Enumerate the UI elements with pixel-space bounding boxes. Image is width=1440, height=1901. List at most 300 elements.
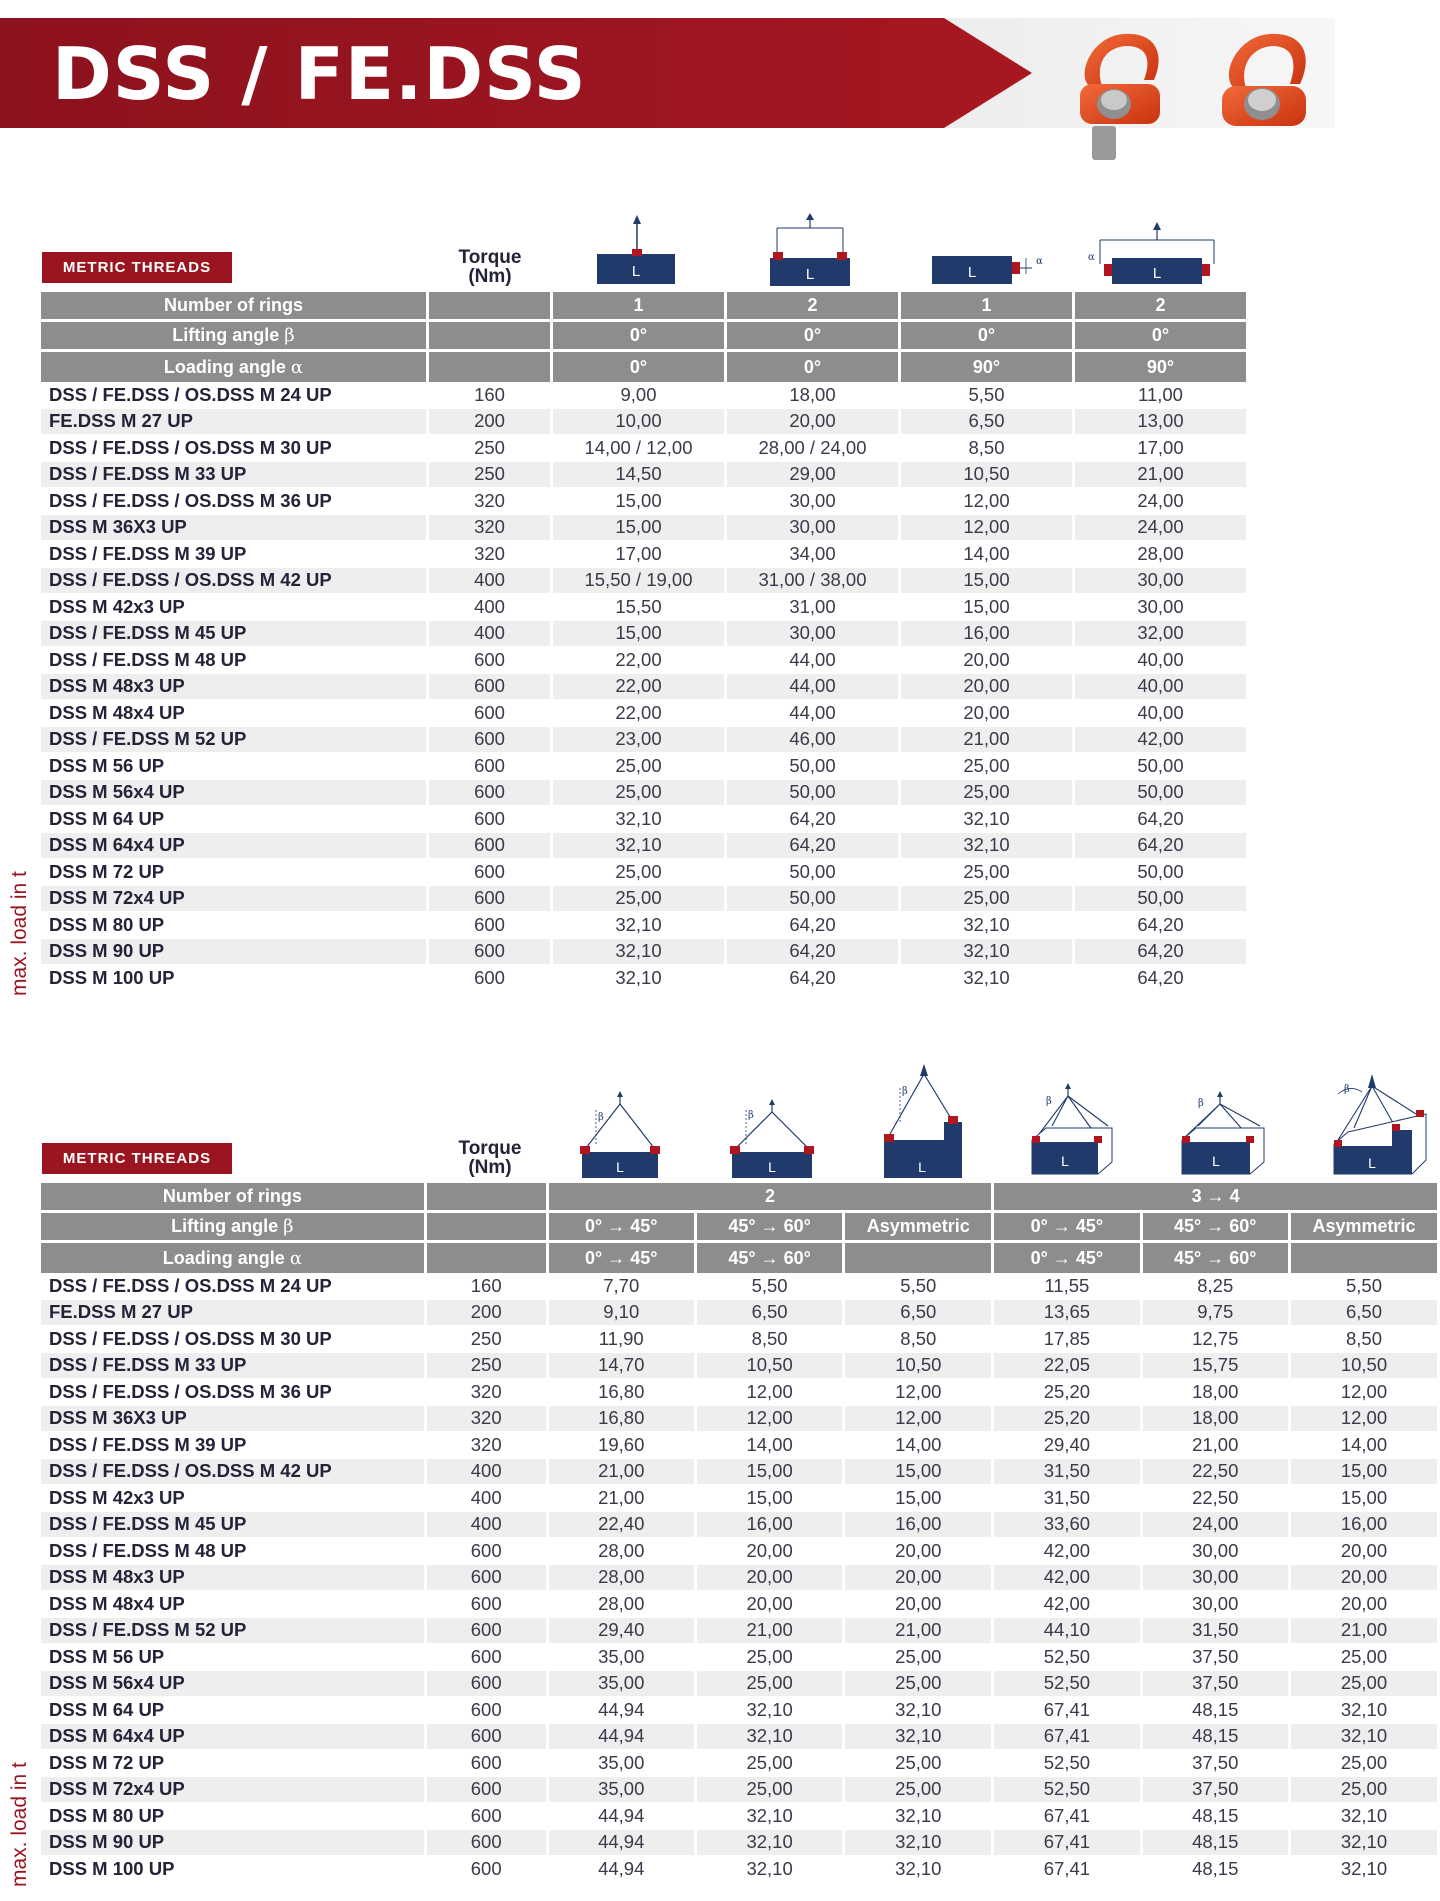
max-load-value: 50,00 [727,753,898,780]
max-load-value: 67,41 [994,1830,1139,1857]
max-load-value: 25,00 [1291,1671,1437,1698]
max-load-value: 21,00 [845,1618,991,1645]
max-load-value: 29,40 [994,1432,1139,1459]
rings-row [41,1183,1437,1213]
loading-angle-label: Loading angle α [41,352,426,382]
max-load-value: 17,85 [994,1326,1139,1353]
product-name: DSS M 56x4 UP [41,780,426,807]
max-load-value: 15,75 [1143,1353,1288,1380]
max-load-value: 29,00 [727,462,898,489]
rings-label: Number of rings [41,292,426,322]
max-load-value: 37,50 [1143,1777,1288,1804]
max-load-value: 35,00 [549,1644,694,1671]
max-load-value: 20,00 [845,1538,991,1565]
max-load-value: 44,10 [994,1618,1139,1645]
lifting-angle-value: 0° → 45° [994,1213,1139,1243]
max-load-value: 14,00 / 12,00 [553,435,724,462]
torque-value: 600 [429,912,550,939]
two-leg-asymmetric-icon [860,1060,980,1180]
max-load-value: 16,80 [549,1406,694,1433]
max-load-side-label: max. load in t [8,871,31,996]
max-load-value: 50,00 [1075,780,1246,807]
max-load-value: 14,00 [845,1432,991,1459]
svg-text:β: β [902,1086,908,1097]
torque-value: 600 [427,1671,546,1698]
torque-value: 320 [429,515,550,542]
max-load-value: 15,00 [697,1459,842,1486]
max-load-value: 15,00 [845,1459,991,1486]
max-load-value: 30,00 [1075,568,1246,595]
torque-blank [427,1183,546,1213]
max-load-value: 46,00 [727,727,898,754]
max-load-value: 12,00 [697,1406,842,1433]
max-load-value: 28,00 [1075,541,1246,568]
max-load-value: 6,50 [697,1300,842,1327]
max-load-value: 52,50 [994,1777,1139,1804]
max-load-value: 6,50 [1291,1300,1437,1327]
max-load-value: 8,50 [845,1326,991,1353]
max-load-value: 32,10 [1291,1856,1437,1883]
max-load-value: 18,00 [727,382,898,409]
product-name: DSS / FE.DSS / OS.DSS M 24 UP [41,1273,424,1300]
table-row [41,1724,1437,1751]
max-load-value: 25,00 [901,886,1072,913]
max-load-value: 64,20 [1075,833,1246,860]
max-load-value: 50,00 [727,886,898,913]
max-load-value: 20,00 [1291,1538,1437,1565]
product-name: DSS / FE.DSS / OS.DSS M 30 UP [41,435,426,462]
torque-value: 600 [427,1830,546,1857]
torque-value: 600 [427,1618,546,1645]
load-letter: L [918,1159,926,1175]
max-load-side-label: max. load in t [8,1762,31,1887]
torque-value: 400 [429,568,550,595]
max-load-value: 28,00 [549,1565,694,1592]
table-row [41,1485,1437,1512]
max-load-value: 30,00 [1143,1538,1288,1565]
product-name: DSS M 42x3 UP [41,594,426,621]
max-load-value: 44,94 [549,1697,694,1724]
max-load-value: 32,10 [1291,1830,1437,1857]
torque-value: 400 [429,621,550,648]
torque-blank [427,1213,546,1243]
lifting-angle-label: Lifting angle β [41,322,426,352]
max-load-value: 35,00 [549,1671,694,1698]
max-load-value: 32,10 [697,1697,842,1724]
max-load-value: 20,00 [901,647,1072,674]
max-load-value: 14,50 [553,462,724,489]
load-letter: L [768,1159,776,1175]
torque-value: 600 [429,753,550,780]
product-name: DSS M 64 UP [41,806,426,833]
max-load-value: 32,10 [1291,1724,1437,1751]
torque-value: 600 [429,780,550,807]
max-load-value: 5,50 [697,1273,842,1300]
table-row [41,1512,1437,1539]
table-row [41,1300,1437,1327]
product-name: DSS M 42x3 UP [41,1485,424,1512]
max-load-value: 32,10 [697,1724,842,1751]
max-load-value: 32,10 [845,1724,991,1751]
max-load-value: 15,00 [553,621,724,648]
max-load-value: 22,50 [1143,1459,1288,1486]
max-load-value: 18,00 [1143,1379,1288,1406]
max-load-value: 5,50 [845,1273,991,1300]
max-load-value: 29,40 [549,1618,694,1645]
load-letter: L [805,266,815,283]
max-load-value: 22,00 [553,700,724,727]
max-load-value: 52,50 [994,1644,1139,1671]
max-load-value: 25,00 [1291,1644,1437,1671]
max-load-value: 37,50 [1143,1750,1288,1777]
table-row [41,1671,1437,1698]
load-letter: L [1368,1155,1376,1171]
product-name: DSS / FE.DSS M 52 UP [41,727,426,754]
load-letter: L [1061,1153,1069,1169]
table-row [41,1565,1437,1592]
loading-angle-row [41,1243,1437,1273]
torque-blank [427,1243,546,1273]
svg-text:α: α [1036,256,1043,267]
product-name: DSS M 90 UP [41,939,426,966]
loading-angle-value [1291,1243,1437,1273]
max-load-value: 14,00 [1291,1432,1437,1459]
product-name: DSS / FE.DSS M 33 UP [41,462,426,489]
max-load-value: 50,00 [1075,886,1246,913]
lifting-angle-value: 0° [553,322,724,352]
product-name: DSS / FE.DSS M 48 UP [41,647,426,674]
torque-value: 250 [429,435,550,462]
max-load-value: 20,00 [1291,1565,1437,1592]
product-name: DSS / FE.DSS / OS.DSS M 24 UP [41,382,426,409]
product-name: DSS M 80 UP [41,1803,424,1830]
max-load-value: 50,00 [727,859,898,886]
max-load-value: 12,00 [845,1379,991,1406]
product-name: FE.DSS M 27 UP [41,409,426,436]
torque-value: 320 [427,1406,546,1433]
max-load-value: 32,10 [553,965,724,992]
rings-group-value: 2 [549,1183,992,1213]
loading-angle-value: 45° → 60° [697,1243,842,1273]
max-load-value: 25,00 [697,1644,842,1671]
max-load-value: 8,25 [1143,1273,1288,1300]
max-load-value: 17,00 [1075,435,1246,462]
product-name: DSS / FE.DSS / OS.DSS M 42 UP [41,568,426,595]
max-load-value: 15,00 [553,515,724,542]
max-load-value: 50,00 [727,780,898,807]
max-load-value: 32,10 [901,912,1072,939]
max-load-value: 10,50 [901,462,1072,489]
max-load-value: 15,00 [901,568,1072,595]
max-load-value: 21,00 [1291,1618,1437,1645]
product-name: DSS M 36X3 UP [41,515,426,542]
table-row [41,1803,1437,1830]
max-load-value: 23,00 [553,727,724,754]
torque-value: 250 [427,1326,546,1353]
lifting-angle-value: 0° [901,322,1072,352]
max-load-value: 32,10 [1291,1697,1437,1724]
max-load-value: 10,50 [697,1353,842,1380]
two-leg-sling-45-60-icon [712,1088,832,1180]
torque-value: 600 [427,1644,546,1671]
max-load-value: 15,50 [553,594,724,621]
max-load-value: 32,10 [845,1803,991,1830]
max-load-value: 32,10 [553,912,724,939]
loading-angle-value [845,1243,991,1273]
max-load-value: 20,00 [697,1565,842,1592]
max-load-value: 21,00 [549,1485,694,1512]
max-load-value: 32,10 [901,965,1072,992]
max-load-value: 25,00 [553,753,724,780]
max-load-value: 12,75 [1143,1326,1288,1353]
table-row [41,1591,1437,1618]
max-load-value: 25,00 [697,1750,842,1777]
max-load-value: 20,00 [845,1591,991,1618]
max-load-value: 16,00 [1291,1512,1437,1539]
torque-value: 600 [429,674,550,701]
torque-value: 320 [429,488,550,515]
page-title: DSS / FE.DSS [52,32,587,116]
max-load-value: 32,10 [901,806,1072,833]
product-name: DSS M 64 UP [41,1697,424,1724]
product-name: DSS M 48x3 UP [41,674,426,701]
max-load-value: 9,75 [1143,1300,1288,1327]
max-load-value: 21,00 [697,1618,842,1645]
max-load-value: 15,00 [553,488,724,515]
torque-value: 600 [429,806,550,833]
torque-value: 600 [427,1538,546,1565]
max-load-value: 20,00 [697,1591,842,1618]
max-load-value: 48,15 [1143,1830,1288,1857]
max-load-value: 64,20 [727,939,898,966]
product-name: DSS M 56 UP [41,1644,424,1671]
max-load-value: 32,10 [697,1803,842,1830]
max-load-value: 10,50 [845,1353,991,1380]
max-load-value: 25,00 [901,753,1072,780]
max-load-value: 48,15 [1143,1724,1288,1751]
max-load-value: 44,94 [549,1830,694,1857]
torque-value: 160 [429,382,550,409]
max-load-value: 64,20 [727,806,898,833]
svg-text:α: α [1088,252,1095,263]
max-load-value: 48,15 [1143,1697,1288,1724]
max-load-value: 64,20 [1075,939,1246,966]
max-load-value: 9,10 [549,1300,694,1327]
product-name: DSS M 64x4 UP [41,1724,424,1751]
max-load-value: 22,00 [553,647,724,674]
lifting-angle-value: 45° → 60° [1143,1213,1288,1243]
torque-value: 250 [427,1353,546,1380]
max-load-value: 22,40 [549,1512,694,1539]
torque-value: 400 [429,594,550,621]
max-load-value: 25,00 [845,1750,991,1777]
svg-text:β: β [1198,1098,1204,1109]
max-load-value: 11,00 [1075,382,1246,409]
product-name: DSS / FE.DSS / OS.DSS M 30 UP [41,1326,424,1353]
max-load-value: 30,00 [1143,1565,1288,1592]
max-load-value: 20,00 [901,700,1072,727]
svg-text:β: β [598,1112,604,1123]
max-load-value: 18,00 [1143,1406,1288,1433]
max-load-value: 67,41 [994,1856,1139,1883]
torque-value: 320 [427,1379,546,1406]
load-letter: L [631,263,641,280]
product-name: DSS M 100 UP [41,965,426,992]
product-name: FE.DSS M 27 UP [41,1300,424,1327]
max-load-value: 32,10 [901,833,1072,860]
rings-value: 2 [727,292,898,322]
lifting-angle-value: Asymmetric [845,1213,991,1243]
max-load-value: 11,90 [549,1326,694,1353]
torque-value: 200 [427,1300,546,1327]
two-leg-sling-0-45-icon [560,1088,680,1180]
max-load-value: 32,10 [697,1856,842,1883]
table-row [41,1644,1437,1671]
product-name: DSS / FE.DSS M 45 UP [41,1512,424,1539]
load-table-2 [38,1183,1440,1883]
max-load-value: 12,00 [697,1379,842,1406]
product-name: DSS M 48x3 UP [41,1565,424,1592]
product-name: DSS M 56 UP [41,753,426,780]
table-row [41,1750,1437,1777]
max-load-value: 12,00 [1291,1406,1437,1433]
lifting-angle-row [41,1213,1437,1243]
torque-header [428,1139,552,1177]
max-load-value: 37,50 [1143,1644,1288,1671]
max-load-value: 20,00 [727,409,898,436]
max-load-value: 44,94 [549,1803,694,1830]
loading-angle-value: 0° [553,352,724,382]
max-load-value: 22,50 [1143,1485,1288,1512]
max-load-value: 30,00 [727,621,898,648]
max-load-value: 64,20 [727,833,898,860]
product-name: DSS / FE.DSS M 39 UP [41,541,426,568]
table-row [41,1432,1437,1459]
max-load-value: 42,00 [994,1591,1139,1618]
max-load-value: 25,00 [1291,1750,1437,1777]
max-load-value: 28,00 / 24,00 [727,435,898,462]
torque-value: 600 [429,939,550,966]
max-load-value: 12,00 [901,488,1072,515]
rings-value: 1 [553,292,724,322]
torque-value: 160 [427,1273,546,1300]
lifting-angle-value: 45° → 60° [697,1213,842,1243]
four-leg-sling-0-45-icon [1012,1082,1132,1182]
max-load-value: 42,00 [1075,727,1246,754]
torque-value: 400 [427,1485,546,1512]
max-load-value: 31,00 / 38,00 [727,568,898,595]
torque-value: 600 [429,727,550,754]
product-name: DSS M 72 UP [41,1750,424,1777]
svg-text:β: β [1046,1096,1052,1107]
max-load-value: 25,00 [697,1777,842,1804]
max-load-value: 25,00 [901,780,1072,807]
torque-value: 600 [427,1856,546,1883]
max-load-value: 31,50 [1143,1618,1288,1645]
max-load-value: 14,00 [697,1432,842,1459]
product-name: DSS M 72x4 UP [41,886,426,913]
loading-angle-value: 0° → 45° [549,1243,694,1273]
max-load-value: 35,00 [549,1750,694,1777]
torque-value: 400 [427,1512,546,1539]
max-load-value: 6,50 [901,409,1072,436]
max-load-value: 30,00 [1075,594,1246,621]
max-load-value: 32,10 [901,939,1072,966]
max-load-value: 15,50 / 19,00 [553,568,724,595]
max-load-value: 10,50 [1291,1353,1437,1380]
max-load-value: 21,00 [901,727,1072,754]
max-load-value: 25,00 [553,780,724,807]
max-load-value: 40,00 [1075,700,1246,727]
max-load-value: 25,00 [697,1671,842,1698]
product-name: DSS M 48x4 UP [41,1591,424,1618]
rings-value: 1 [901,292,1072,322]
max-load-value: 50,00 [1075,753,1246,780]
lifting-angle-value: Asymmetric [1291,1213,1437,1243]
torque-unit: (Nm) [468,266,512,287]
lifting-angle-value: 0° [727,322,898,352]
torque-value: 600 [429,700,550,727]
product-name: DSS M 48x4 UP [41,700,426,727]
max-load-value: 19,60 [549,1432,694,1459]
max-load-value: 21,00 [1075,462,1246,489]
max-load-value: 42,00 [994,1538,1139,1565]
product-name: DSS M 64x4 UP [41,833,426,860]
lifting-angle-label: Lifting angle β [41,1213,424,1243]
max-load-value: 25,00 [845,1644,991,1671]
table-row [41,1326,1437,1353]
torque-label: Torque [458,247,522,268]
max-load-value: 7,70 [549,1273,694,1300]
max-load-value: 64,20 [727,965,898,992]
product-name: DSS / FE.DSS M 33 UP [41,1353,424,1380]
max-load-value: 25,00 [845,1671,991,1698]
max-load-value: 16,00 [901,621,1072,648]
four-leg-sling-45-60-icon [1162,1082,1282,1182]
max-load-value: 44,94 [549,1724,694,1751]
max-load-value: 32,10 [553,939,724,966]
max-load-value: 24,00 [1075,515,1246,542]
max-load-value: 44,00 [727,700,898,727]
max-load-value: 40,00 [1075,647,1246,674]
max-load-value: 25,00 [901,859,1072,886]
torque-label: Torque [458,1138,522,1159]
max-load-value: 30,00 [1143,1591,1288,1618]
max-load-value: 32,10 [1291,1803,1437,1830]
max-load-value: 25,00 [553,886,724,913]
torque-value: 600 [429,833,550,860]
max-load-value: 5,50 [1291,1273,1437,1300]
max-load-value: 16,00 [697,1512,842,1539]
rings-group-value: 3 → 4 [994,1183,1437,1213]
max-load-value: 15,00 [697,1485,842,1512]
max-load-value: 15,00 [845,1485,991,1512]
loading-angle-value: 90° [1075,352,1246,382]
product-name: DSS M 80 UP [41,912,426,939]
table-row [41,1856,1437,1883]
max-load-value: 8,50 [901,435,1072,462]
max-load-value: 14,00 [901,541,1072,568]
table-row [41,1459,1437,1486]
max-load-value: 44,00 [727,647,898,674]
product-name: DSS / FE.DSS M 45 UP [41,621,426,648]
max-load-value: 8,50 [1291,1326,1437,1353]
max-load-value: 30,00 [727,515,898,542]
torque-value: 600 [427,1750,546,1777]
max-load-value: 5,50 [901,382,1072,409]
max-load-value: 28,00 [549,1538,694,1565]
max-load-value: 21,00 [1143,1432,1288,1459]
